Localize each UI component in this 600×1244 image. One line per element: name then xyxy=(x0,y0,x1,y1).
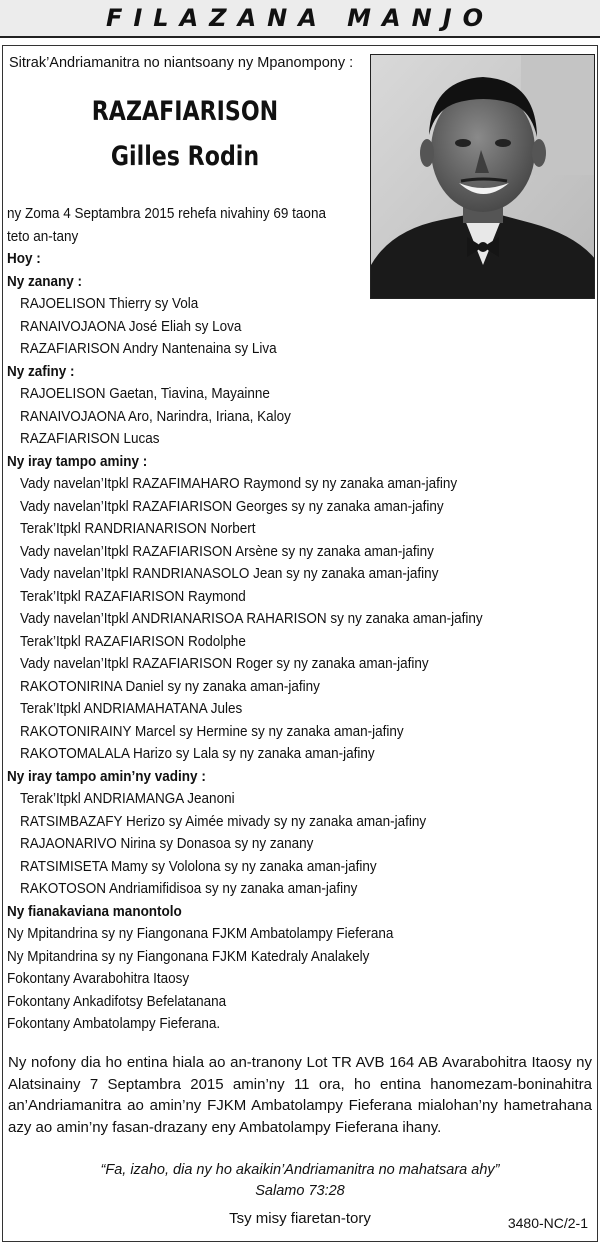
list-line: Ny Mpitandrina sy ny Fiangonana FJKM Katedraly Analakely xyxy=(7,947,370,965)
intro-line: Sitrak’Andriamanitra no niantsoany ny Mpanompony : xyxy=(9,55,354,71)
list-line: RAJOELISON Thierry sy Vola xyxy=(20,295,199,312)
quote-source: Salamo 73:28 xyxy=(255,1183,345,1199)
list-line: RAKOTONIRAINY Marcel sy Hermine sy ny zanaka aman-jafiny xyxy=(20,722,404,740)
section-heading: Ny zafiny : xyxy=(7,362,75,380)
list-line: RANAIVOJAONA José Eliah sy Lova xyxy=(20,317,242,335)
bible-quote: “Fa, izaho, dia ny ho akaikin’Andriamanitra no mahatsara ahy” xyxy=(100,1162,500,1178)
list-line: Fokontany Ankadifotsy Befelatanana xyxy=(7,992,227,1010)
list-line: RATSIMISETA Mamy sy Vololona sy ny zanaka aman-jafiny xyxy=(20,857,377,875)
deceased-given-names: Gilles Rodin xyxy=(110,141,260,172)
list-line: RANAIVOJAONA Aro, Narindra, Iriana, Kaloy xyxy=(20,407,291,425)
section-heading: Ny iray tampo amin’ny vadiny : xyxy=(7,767,206,785)
list-line: Vady navelan’Itpkl RANDRIANASOLO Jean sy ny zanaka aman-jafiny xyxy=(20,565,439,582)
section-heading: Ny iray tampo aminy : xyxy=(7,452,148,470)
list-line: Vady navelan’Itpkl RAZAFIARISON Georges sy ny zanaka aman-jafiny xyxy=(20,497,444,515)
notice-title: FILAZANA MANJO xyxy=(105,4,495,32)
list-line: RAKOTOSON Andriamifidisoa sy ny zanaka aman-jafiny xyxy=(20,880,358,897)
list-line: Fokontany Avarabohitra Itaosy xyxy=(7,970,190,987)
reference-code: 3480-NC/2-1 xyxy=(507,1215,588,1231)
list-line: RAJOELISON Gaetan, Tiavina, Mayainne xyxy=(20,385,270,402)
list-line: Terak’Itpkl RANDRIANARISON Norbert xyxy=(20,520,256,537)
list-line: Ny Mpitandrina sy ny Fiangonana FJKM Ambatolampy Fieferana xyxy=(7,925,394,942)
list-line: RAKOTOMALALA Harizo sy Lala sy ny zanaka aman-jafiny xyxy=(20,745,375,762)
closing-line: Tsy misy fiaretan-tory xyxy=(229,1210,371,1227)
list-line: ny Zoma 4 Septambra 2015 rehefa nivahiny 69 taona xyxy=(7,205,326,222)
list-line: Vady navelan’Itpkl RAZAFIMAHARO Raymond sy ny zanaka aman-jafiny xyxy=(20,475,458,492)
deceased-portrait xyxy=(370,54,595,299)
list-line: RATSIMBAZAFY Herizo sy Aimée mivady sy ny zanaka aman-jafiny xyxy=(20,812,427,830)
funeral-notice: Ny nofony dia ho entina hiala ao an-tranony Lot TR AVB 164 AB Avarabohitra Itaosy ny Alatsinainy 7 Septambra 2015 amin’ny 11 ora, ho entina hanomezam-boninahitra an’Andriamanitra ao amin’ny FJKM Ambatolampy Fieferana mialohan’ny hametrahana azy ao amin’ny fasan-drazany eny Ambatolampy Fieferana ihany. xyxy=(8,1054,592,1136)
section-heading: Ny zanany : xyxy=(7,272,83,290)
list-line: RAZAFIARISON Lucas xyxy=(20,430,160,447)
list-line: teto an-tany xyxy=(7,227,79,245)
list-line: Terak’Itpkl RAZAFIARISON Raymond xyxy=(20,587,246,605)
deceased-surname: RAZAFIARISON xyxy=(91,96,279,127)
list-line: Fokontany Ambatolampy Fieferana. xyxy=(7,1015,221,1032)
section-heading: Ny fianakaviana manontolo xyxy=(7,902,182,920)
list-line: Terak’Itpkl RAZAFIARISON Rodolphe xyxy=(20,632,246,650)
list-line: Terak’Itpkl ANDRIAMANGA Jeanoni xyxy=(20,790,235,807)
list-line: Vady navelan’Itpkl RAZAFIARISON Arsène sy ny zanaka aman-jafiny xyxy=(20,542,434,560)
section-heading: Hoy : xyxy=(7,250,41,267)
notice-banner xyxy=(0,0,600,38)
list-line: RAZAFIARISON Andry Nantenaina sy Liva xyxy=(20,340,277,357)
list-line: Terak’Itpkl ANDRIAMAHATANA Jules xyxy=(20,700,243,717)
portrait-image xyxy=(371,55,595,299)
list-line: Vady navelan’Itpkl RAZAFIARISON Roger sy ny zanaka aman-jafiny xyxy=(20,655,429,672)
list-line: Vady navelan’Itpkl ANDRIANARISOA RAHARISON sy ny zanaka aman-jafiny xyxy=(20,610,483,627)
list-line: RAKOTONIRINA Daniel sy ny zanaka aman-jafiny xyxy=(20,677,320,695)
list-line: RAJAONARIVO Nirina sy Donasoa sy ny zanany xyxy=(20,835,314,852)
